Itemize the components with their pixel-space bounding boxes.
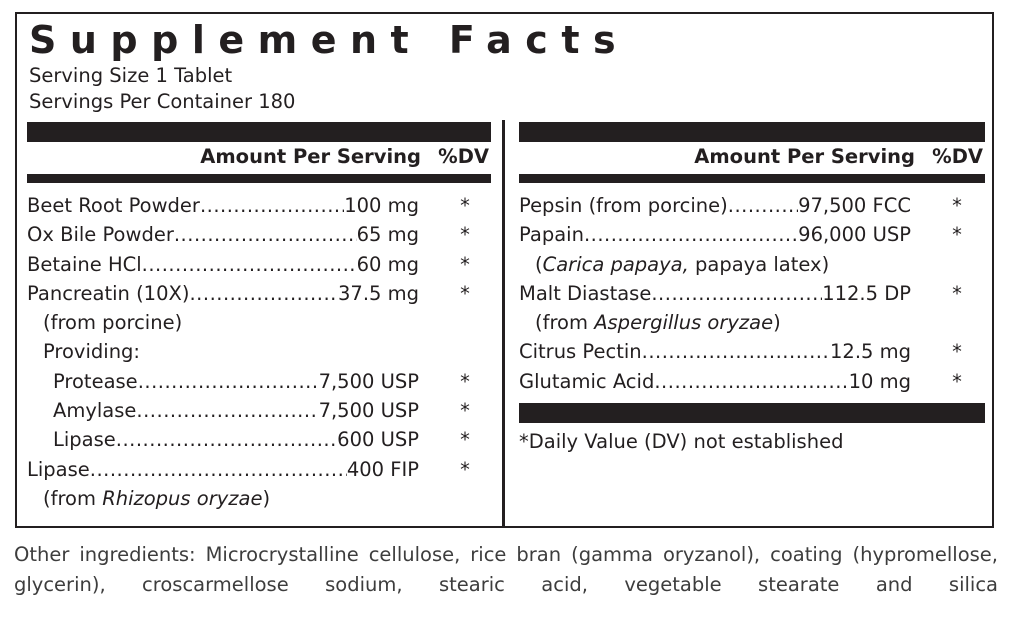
dot-leader (728, 191, 798, 220)
ingredient-note (27, 337, 491, 366)
dot-leader (138, 367, 319, 396)
ingredient-line (519, 367, 911, 396)
ingredient-amount: 7,500 USP (318, 369, 419, 393)
ingredient-amount: 37.5 mg (338, 281, 419, 305)
ingredient-list (519, 183, 985, 396)
daily-value-mark: * (952, 340, 962, 364)
daily-value-mark: * (460, 428, 470, 452)
note-italic: Rhizopus oryzae (102, 486, 263, 510)
ingredient-name: Papain (519, 223, 584, 247)
note-text-after: papaya latex) (688, 252, 830, 276)
ingredient-line (27, 220, 419, 249)
ingredient-note (27, 484, 491, 513)
dot-leader (642, 337, 830, 366)
ingredient-amount: 10 mg (848, 369, 911, 393)
ingredient-row (519, 337, 985, 366)
daily-value-mark: * (460, 457, 470, 481)
ingredient-amount: 400 FIP (346, 457, 419, 481)
dv-header: %DV (932, 145, 983, 168)
dot-leader (174, 220, 357, 249)
ingredient-row (519, 367, 985, 396)
note-italic: Carica papaya, (542, 252, 689, 276)
ingredient-name: Malt Diastase (519, 281, 652, 305)
daily-value-mark: * (952, 281, 962, 305)
ingredient-row (27, 367, 491, 396)
ingredient-row (27, 396, 491, 425)
note-text: (from (535, 311, 595, 335)
ingredient-line (519, 279, 911, 308)
dot-leader (116, 425, 337, 454)
dot-leader (200, 191, 344, 220)
amount-per-serving-header: Amount Per Serving (200, 145, 421, 168)
ingredient-line (27, 250, 419, 279)
column-header (27, 142, 491, 174)
ingredient-line (53, 396, 419, 425)
ingredient-row (519, 220, 985, 249)
daily-value-mark: * (952, 223, 962, 247)
ingredient-amount: 100 mg (344, 194, 419, 217)
serving-size: Serving Size 1 Tablet (29, 64, 233, 87)
ingredient-line (27, 455, 419, 484)
note-text-after: ) (262, 486, 271, 510)
dot-leader (654, 367, 848, 396)
dot-leader (651, 279, 822, 308)
daily-value-footnote: *Daily Value (DV) not established (519, 430, 844, 454)
ingredient-row (27, 220, 491, 249)
ingredient-row (27, 250, 491, 279)
ingredient-amount: 65 mg (356, 223, 419, 247)
ingredient-name: Amylase (53, 399, 137, 423)
other-ingredients: Other ingredients: Microcrystalline cellulose, rice bran (gamma oryzanol), coating (hypromellose, glycerin), croscarmellose sodium, stearic acid, vegetable stearate and silica (14, 543, 998, 596)
ingredient-amount: 97,500 FCC (798, 194, 911, 217)
ingredient-line (27, 279, 419, 308)
note-text-after: ) (773, 311, 781, 335)
note-italic: Aspergillus oryzae (594, 311, 774, 335)
dot-leader (584, 220, 798, 249)
daily-value-mark: * (460, 223, 470, 247)
left-column (27, 122, 491, 513)
column-header (519, 142, 985, 174)
ingredient-name: Protease (53, 369, 138, 393)
daily-value-mark: * (460, 369, 470, 393)
ingredient-name: Glutamic Acid (519, 369, 655, 393)
ingredient-name: Lipase (27, 457, 90, 481)
ingredient-amount: 7,500 USP (318, 399, 419, 423)
panel-title: Supplement Facts (29, 18, 630, 62)
ingredient-line (53, 367, 419, 396)
ingredient-line (519, 191, 911, 220)
daily-value-mark: * (460, 399, 470, 423)
ingredient-amount: 600 USP (337, 428, 419, 452)
daily-value-mark: * (460, 281, 470, 305)
ingredient-row (519, 191, 985, 220)
header-rule (27, 174, 491, 183)
ingredient-amount: 96,000 USP (798, 223, 911, 247)
daily-value-mark: * (952, 369, 962, 393)
daily-value-mark: * (952, 194, 962, 217)
ingredient-amount: 60 mg (356, 252, 419, 276)
ingredient-amount: 112.5 DP (822, 281, 911, 305)
ingredient-note (519, 308, 985, 337)
ingredient-name: Pancreatin (10X) (27, 281, 190, 305)
dot-leader (189, 279, 338, 308)
ingredient-name: Citrus Pectin (519, 340, 642, 364)
ingredient-row (27, 425, 491, 454)
dot-leader (90, 455, 347, 484)
supplement-facts-panel (15, 12, 994, 528)
ingredient-name: Lipase (53, 428, 116, 452)
ingredient-name: Ox Bile Powder (27, 223, 174, 247)
header-bar (27, 122, 491, 142)
header-rule (519, 174, 985, 183)
note-text: ( (535, 252, 543, 276)
note-text: (from (43, 486, 103, 510)
ingredient-line (519, 337, 911, 366)
ingredient-amount: 12.5 mg (830, 340, 911, 364)
daily-value-mark: * (460, 194, 470, 217)
right-column (519, 122, 985, 455)
ingredient-line (519, 220, 911, 249)
dot-leader (136, 396, 318, 425)
dot-leader (142, 250, 357, 279)
ingredient-line (27, 191, 419, 220)
note-text: Providing: (43, 340, 140, 364)
ingredient-note (27, 308, 491, 337)
column-divider (502, 120, 505, 526)
header-bar (519, 122, 985, 142)
daily-value-mark: * (460, 252, 470, 276)
ingredient-name: Beet Root Powder (27, 194, 200, 217)
ingredient-row (27, 279, 491, 308)
amount-per-serving-header: Amount Per Serving (694, 145, 915, 168)
footer-bar (519, 403, 985, 423)
ingredient-row (519, 279, 985, 308)
servings-per-container: Servings Per Container 180 (29, 90, 296, 113)
dv-header: %DV (438, 145, 489, 168)
ingredient-note (519, 250, 985, 279)
ingredient-name: Pepsin (from porcine) (519, 194, 728, 217)
ingredient-name: Betaine HCl (27, 252, 142, 276)
ingredient-line (53, 425, 419, 454)
ingredient-list (27, 183, 491, 513)
ingredient-row (27, 191, 491, 220)
note-text: (from porcine) (43, 311, 183, 335)
ingredient-row (27, 455, 491, 484)
